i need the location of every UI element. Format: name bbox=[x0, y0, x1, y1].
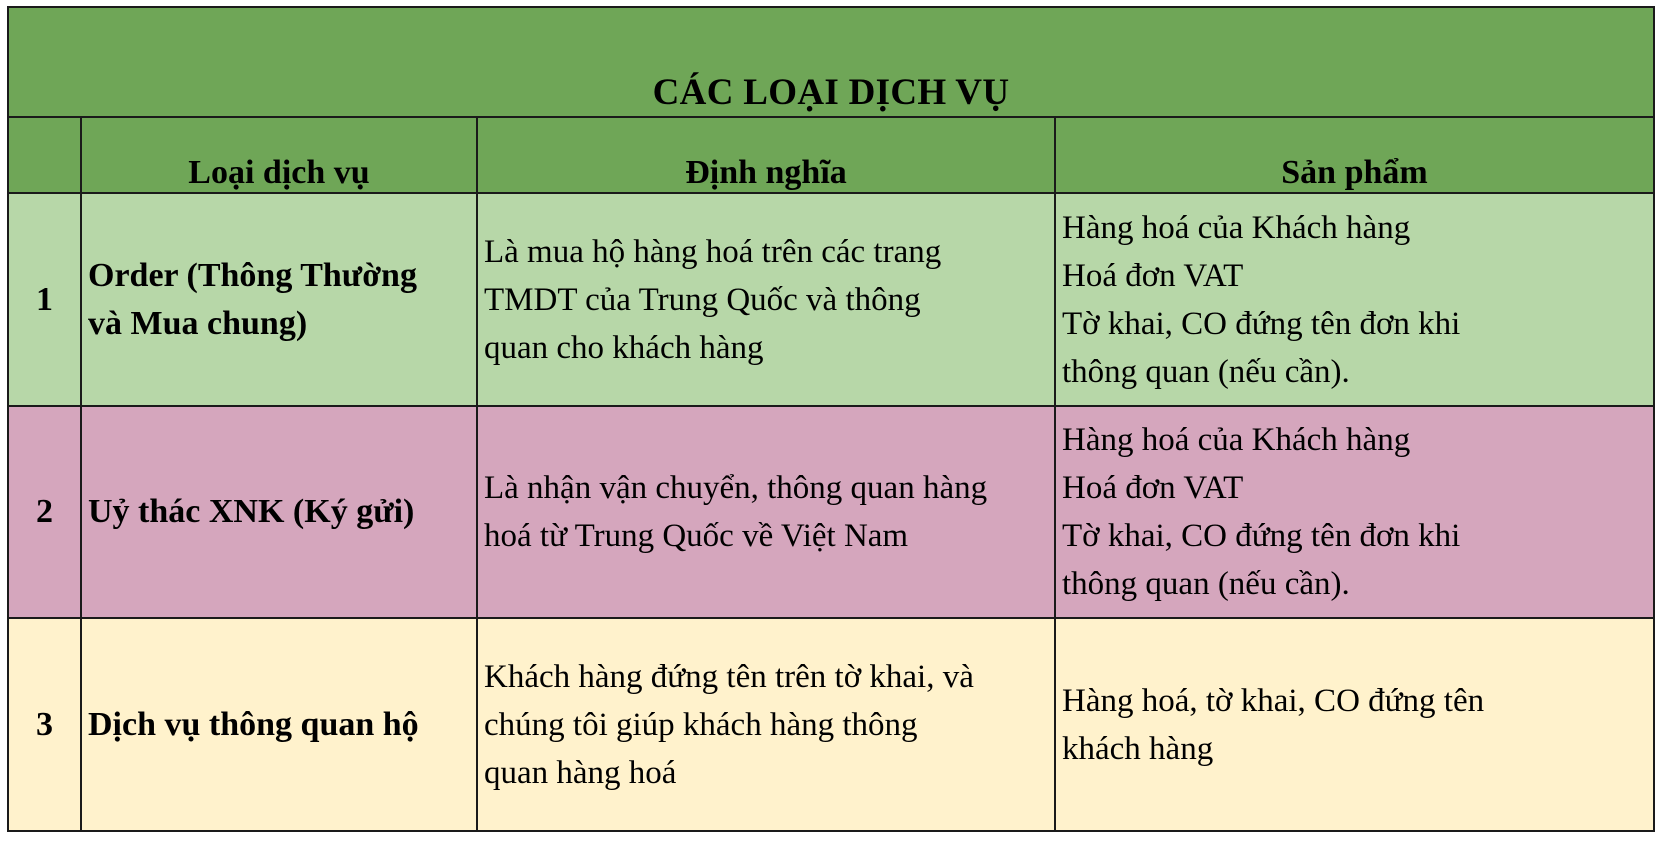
product-cell bbox=[1055, 618, 1654, 831]
table-row bbox=[8, 406, 1654, 619]
header-index bbox=[8, 117, 81, 193]
row-index: 2 bbox=[8, 406, 81, 619]
product-line: Tờ khai, CO đứng tên đơn khi bbox=[1062, 305, 1461, 342]
definition-line: chúng tôi giúp khách hàng thông bbox=[484, 706, 918, 743]
header-definition: Định nghĩa bbox=[477, 117, 1055, 193]
product-line: Hoá đơn VAT bbox=[1062, 470, 1244, 507]
header-row bbox=[8, 117, 1654, 193]
product-line: khách hàng bbox=[1062, 730, 1214, 767]
definition-line: Khách hàng đứng tên trên tờ khai, và bbox=[484, 658, 974, 695]
product-cell bbox=[1055, 406, 1654, 619]
product-line: Hàng hoá của Khách hàng bbox=[1062, 422, 1411, 459]
services-table bbox=[7, 6, 1655, 832]
table-row bbox=[8, 618, 1654, 831]
services-sheet bbox=[7, 6, 1653, 832]
row-index: 1 bbox=[8, 193, 81, 406]
service-type-line: Dịch vụ thông quan hộ bbox=[88, 705, 419, 743]
service-type-line: Order (Thông Thường bbox=[88, 256, 417, 294]
table-row bbox=[8, 193, 1654, 406]
service-type-line: Uỷ thác XNK (Ký gửi) bbox=[88, 493, 415, 531]
definition-line: TMDT của Trung Quốc và thông bbox=[484, 281, 921, 318]
table-title: CÁC LOẠI DỊCH VỤ bbox=[8, 7, 1654, 117]
definition-line: hoá từ Trung Quốc về Việt Nam bbox=[484, 518, 909, 555]
definition-cell bbox=[477, 406, 1055, 619]
product-line: Hàng hoá, tờ khai, CO đứng tên bbox=[1062, 682, 1485, 719]
product-line: Hoá đơn VAT bbox=[1062, 257, 1244, 294]
product-line: thông quan (nếu cần). bbox=[1062, 566, 1350, 603]
service-type-cell bbox=[81, 406, 477, 619]
definition-cell bbox=[477, 618, 1055, 831]
service-type-cell bbox=[81, 193, 477, 406]
product-line: Hàng hoá của Khách hàng bbox=[1062, 209, 1411, 246]
definition-line: Là mua hộ hàng hoá trên các trang bbox=[484, 233, 942, 270]
product-cell bbox=[1055, 193, 1654, 406]
title-row bbox=[8, 7, 1654, 117]
header-product: Sản phẩm bbox=[1055, 117, 1654, 193]
service-type-line: và Mua chung) bbox=[88, 304, 308, 342]
definition-line: Là nhận vận chuyển, thông quan hàng bbox=[484, 470, 988, 507]
row-index: 3 bbox=[8, 618, 81, 831]
service-type-cell bbox=[81, 618, 477, 831]
header-service-type: Loại dịch vụ bbox=[81, 117, 477, 193]
definition-line: quan hàng hoá bbox=[484, 754, 677, 791]
product-line: thông quan (nếu cần). bbox=[1062, 353, 1350, 390]
product-line: Tờ khai, CO đứng tên đơn khi bbox=[1062, 518, 1461, 555]
definition-cell bbox=[477, 193, 1055, 406]
definition-line: quan cho khách hàng bbox=[484, 329, 764, 366]
